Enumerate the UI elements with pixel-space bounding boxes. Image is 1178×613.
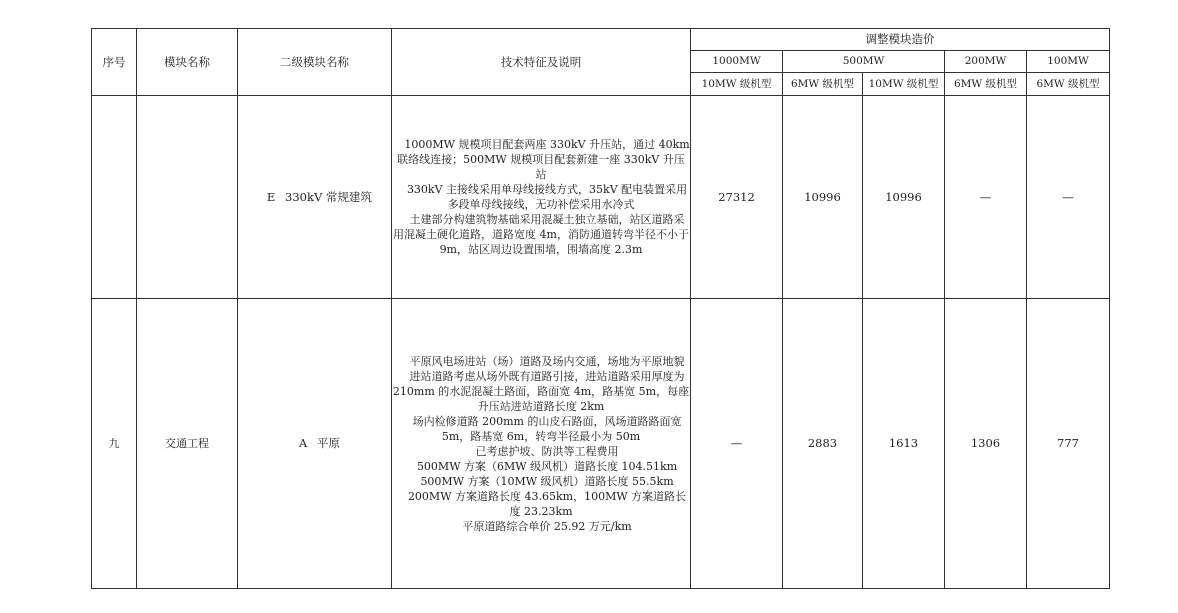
value-500-6mw: 10996: [783, 96, 863, 299]
description-line: 场内检修道路 200mm 的山皮石路面，风场道路路面宽 5m，路基宽 6m，转弯半径最小为 50m: [412, 414, 682, 443]
row-submodule: [238, 299, 392, 589]
row-description: [392, 299, 691, 589]
description-line: 200MW 方案道路长度 43.65km，100MW 方案道路长度 23.23km: [407, 489, 687, 518]
header-unit-500-6mw: 6MW 级机型: [783, 73, 863, 96]
row-description: [392, 96, 691, 299]
description-line: 已考虑护坡、防洪等工程费用: [475, 444, 619, 458]
description-line: 进站道路考虑从场外既有道路引接，进站道路采用厚度为 210mm 的水泥混凝土路面，路面宽 4m，路基宽 5m，每座升压站进站道路长度 2km: [392, 369, 690, 413]
value-1000-10mw: —: [691, 299, 783, 589]
cost-table: [91, 28, 1110, 589]
header-seq: 序号: [92, 29, 137, 96]
header-scale-1000: 1000MW: [691, 51, 783, 73]
value-200-6mw: 1306: [945, 299, 1027, 589]
header-tech: 技术特征及说明: [392, 29, 691, 96]
description-line: 土建部分构建筑物基础采用混凝土独立基础，站区道路采用混凝土硬化道路，道路宽度 4m，消防通道转弯半径不小于 9m，站区周边设置围墙，围墙高度 2.3m: [393, 213, 689, 256]
description-line: 1000MW 规模项目配套两座 330kV 升压站，通过 40km 联络线连接；500MW 规模项目配套新建一座 330kV 升压站: [397, 138, 690, 181]
submodule-code: A: [298, 436, 308, 450]
header-unit-500-10mw: 10MW 级机型: [863, 73, 945, 96]
header-module: 模块名称: [137, 29, 238, 96]
description-line: 平原道路综合单价 25.92 万元/km: [462, 519, 632, 533]
header-unit-100-6mw: 6MW 级机型: [1027, 73, 1110, 96]
value-100-6mw: —: [1027, 96, 1110, 299]
header-unit-200-6mw: 6MW 级机型: [945, 73, 1027, 96]
value-200-6mw: —: [945, 96, 1027, 299]
header-submodule: 二级模块名称: [238, 29, 392, 96]
value-500-6mw: 2883: [783, 299, 863, 589]
submodule-name: 330kV 常规建筑: [285, 189, 372, 204]
description-line: 平原风电场进站（场）道路及场内交通，场地为平原地貌: [409, 354, 685, 368]
submodule-name: 平原: [317, 436, 340, 450]
value-1000-10mw: 27312: [691, 96, 783, 299]
value-500-10mw: 1613: [863, 299, 945, 589]
table-row: [92, 299, 1110, 589]
row-module: 交通工程: [137, 299, 238, 589]
row-seq: 九: [92, 299, 137, 589]
value-500-10mw: 10996: [863, 96, 945, 299]
row-module: [137, 96, 238, 299]
value-100-6mw: 777: [1027, 299, 1110, 589]
description-line: 330kV 主接线采用单母线接线方式，35kV 配电装置采用多段单母线接线，无功补偿采用水冷式: [406, 183, 688, 211]
table-row: [92, 96, 1110, 299]
description-line: 500MW 方案（6MW 级风机）道路长度 104.51km: [416, 459, 678, 473]
header-scale-100: 100MW: [1027, 51, 1110, 73]
header-adjust-cost: 调整模块造价: [691, 29, 1110, 51]
header-scale-500: 500MW: [783, 51, 945, 73]
submodule-code: E: [266, 189, 276, 204]
header-scale-200: 200MW: [945, 51, 1027, 73]
row-submodule: [238, 96, 392, 299]
description-line: 500MW 方案（10MW 级风机）道路长度 55.5km: [420, 474, 674, 488]
row-seq: [92, 96, 137, 299]
header-row-1: [92, 29, 1110, 51]
header-unit-1000-10mw: 10MW 级机型: [691, 73, 783, 96]
